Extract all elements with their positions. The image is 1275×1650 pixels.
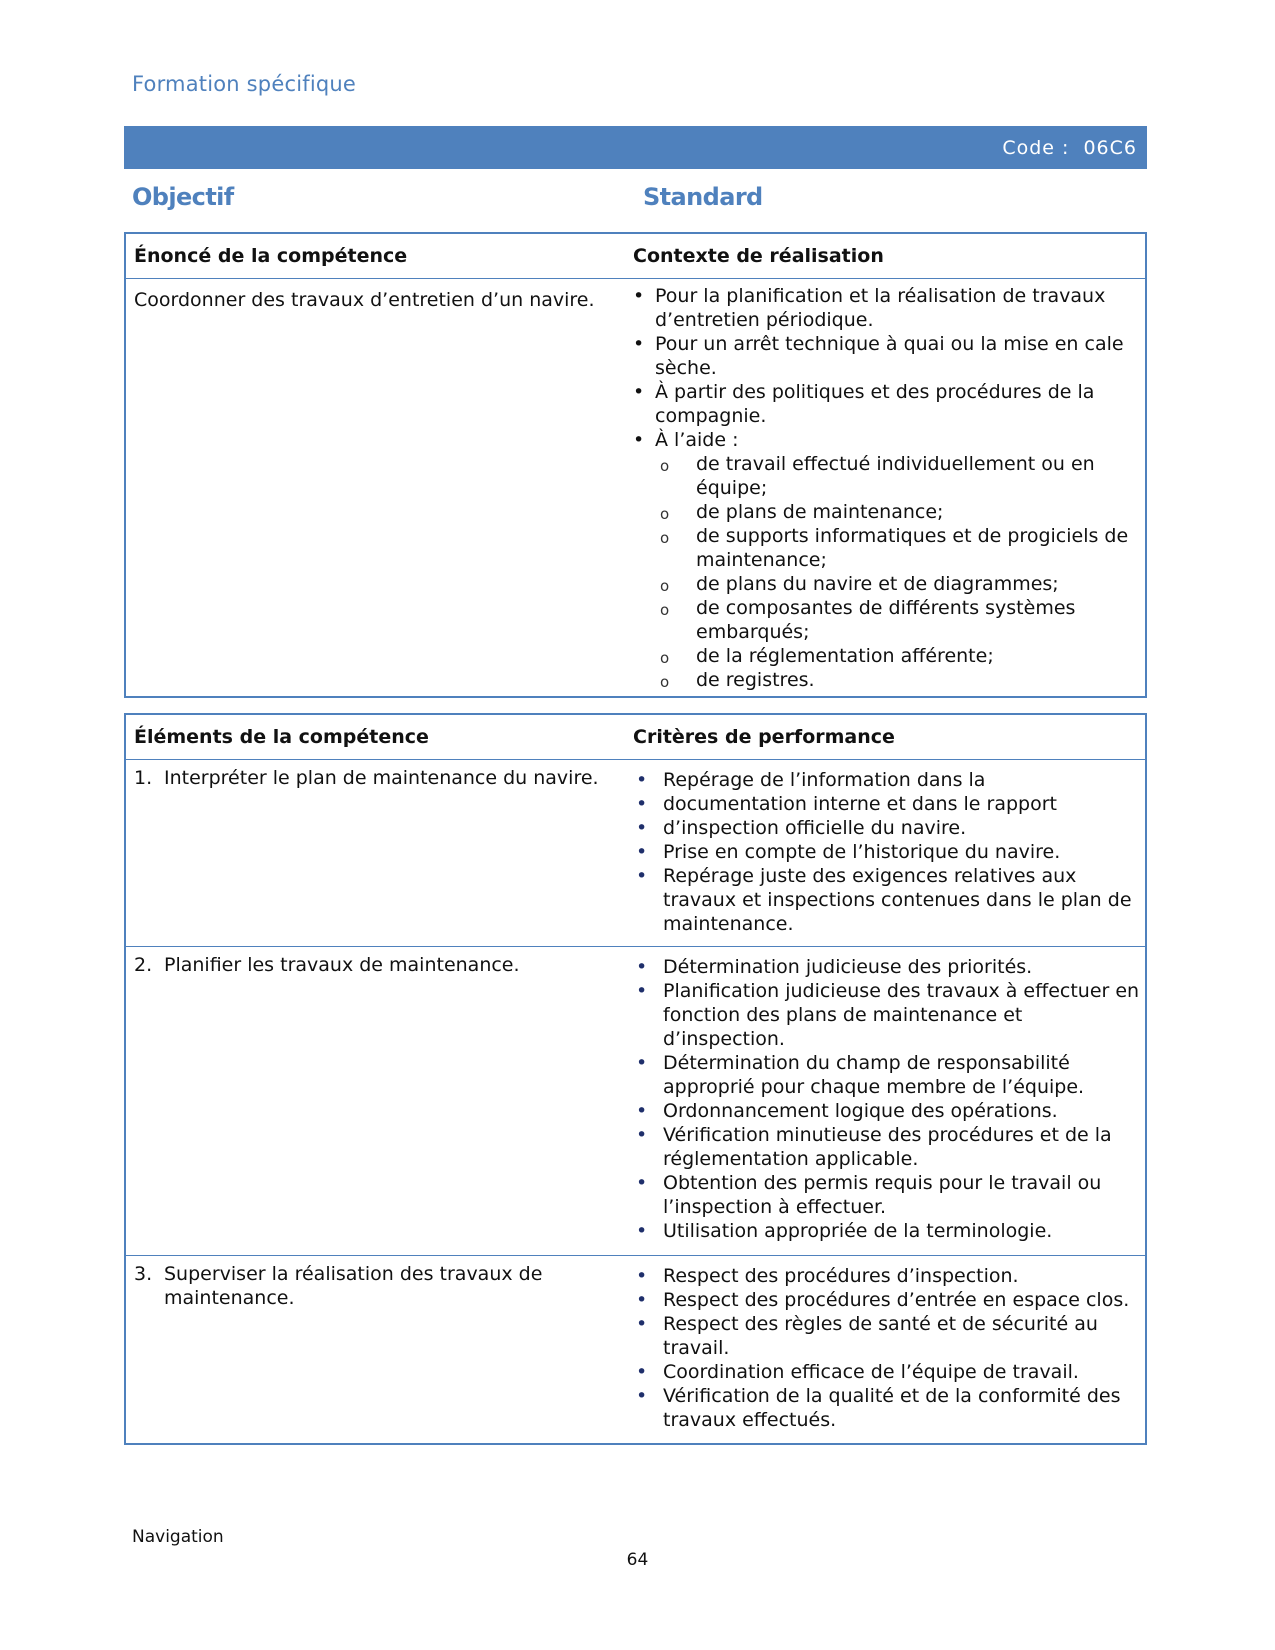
element-text: Superviser la réalisation des travaux de maintenance. [164,1263,543,1309]
bullet-icon: • [636,769,648,791]
hollow-bullet-icon: o [660,673,670,691]
column-header-statement: Énoncé de la compétence [134,245,408,267]
criteria-item: • Respect des procédures d’entrée en espace clos. [636,1289,1130,1311]
criteria-item: • Coordination efficace de l’équipe de travail. [636,1361,1079,1383]
criteria-item: • Respect des procédures d’inspection. [636,1265,1019,1287]
footer-program-name: Navigation [132,1527,224,1547]
context-item: • À partir des politiques et des procédures de la compagnie. [633,380,1145,428]
criteria-item: • Planification judicieuse des travaux à effectuer en fonction des plans de maintenance et d’inspection. [636,980,1140,1050]
aide-item: o de travail effectué individuellement ou en équipe; [660,453,1095,499]
element-text: Planifier les travaux de maintenance. [164,954,520,976]
element-cell [126,947,626,1255]
aide-item: o de composantes de différents systèmes embarqués; [660,597,1076,643]
element-item [134,766,626,790]
criteria-item: • documentation interne et dans le rapport [636,793,1057,815]
context-item [633,428,1145,692]
table-header-row [126,234,1145,278]
bullet-icon: • [636,817,648,839]
objectif-heading: Objectif [132,183,234,211]
bullet-icon: • [636,980,648,1002]
element-text: Interpréter le plan de maintenance du navire. [164,767,599,789]
table-row [126,278,1145,696]
element-number: 3. [134,1263,153,1285]
context-cell [626,279,1145,696]
context-item: • Pour la planification et la réalisation de travaux d’entretien périodique. [633,284,1145,332]
aide-item: o de supports informatiques et de progiciels de maintenance; [660,525,1129,571]
criteria-cell [626,947,1145,1255]
aide-item: o de la réglementation afférente; [655,644,1145,668]
aide-item: o de registres. [655,668,1145,692]
element-item [134,1262,626,1310]
element-item [134,953,626,977]
element-number: 2. [134,954,153,976]
bullet-icon: • [636,1124,648,1146]
aide-item: o de plans du navire et de diagrammes; [655,572,1145,596]
bullet-icon: • [636,865,648,887]
criteria-list [633,955,1145,1243]
bullet-icon: • [636,1172,648,1194]
competency-statement: Coordonner des travaux d’entretien d’un navire. [134,289,595,311]
hollow-bullet-icon: o [660,457,670,475]
criteria-item: • Repérage de l’information dans la [636,769,986,791]
column-header-elements: Éléments de la compétence [134,726,429,748]
criteria-item: • Obtention des permis requis pour le travail ou l’inspection à effectuer. [636,1172,1102,1218]
bullet-icon: • [636,1265,648,1287]
bullet-icon: • [636,1313,648,1335]
bullet-icon: • [636,1289,648,1311]
table-header-row [126,715,1145,759]
bullet-icon: • [636,956,648,978]
bullet-icon: • [636,1052,648,1074]
page-number: 64 [626,1550,649,1570]
element-number: 1. [134,767,153,789]
context-item: • Pour un arrêt technique à quai ou la mise en cale sèche. [633,332,1145,380]
bullet-icon: • [636,1220,648,1242]
criteria-item: • Détermination du champ de responsabilité approprié pour chaque membre de l’équipe. [636,1052,1085,1098]
context-item-label: À l’aide : [655,429,739,451]
element-cell [126,1256,626,1443]
criteria-item: • Utilisation appropriée de la terminologie. [636,1220,1053,1242]
hollow-bullet-icon: o [660,505,670,523]
criteria-list [633,768,1145,936]
competency-elements-table [124,713,1147,1445]
criteria-item: • d’inspection officielle du navire. [636,817,967,839]
criteria-item: • Repérage juste des exigences relatives aux travaux et inspections contenues dans le plan de maintenance. [636,865,1132,935]
aide-item: o de plans de maintenance; [655,500,1145,524]
criteria-item: • Détermination judicieuse des priorités. [636,956,1033,978]
code-bar [124,126,1147,169]
standard-heading: Standard [643,183,763,211]
bullet-icon: • [636,1361,648,1383]
criteria-cell [626,760,1145,946]
criteria-item: • Vérification minutieuse des procédures et de la réglementation applicable. [636,1124,1112,1170]
bullet-icon: • [636,793,648,815]
code-value: 06C6 [1083,136,1137,159]
criteria-item: • Prise en compte de l’historique du navire. [636,841,1061,863]
bullet-icon: • [636,1100,648,1122]
criteria-item: • Ordonnancement logique des opérations. [636,1100,1058,1122]
table-row [126,1255,1145,1443]
hollow-bullet-icon: o [660,649,670,667]
hollow-bullet-icon: o [660,529,670,547]
bullet-icon: • [636,1385,648,1407]
column-header-criteria: Critères de performance [633,726,895,748]
document-section-title: Formation spécifique [132,72,357,96]
criteria-item: • Respect des règles de santé et de sécurité au travail. [636,1313,1098,1359]
table-row [126,946,1145,1255]
criteria-list [633,1264,1145,1432]
criteria-item: • Vérification de la qualité et de la conformité des travaux effectués. [636,1385,1121,1431]
context-list [633,284,1145,692]
code-label: Code : [1002,136,1070,159]
table-row [126,759,1145,946]
hollow-bullet-icon: o [660,601,670,619]
column-header-context: Contexte de réalisation [633,245,884,267]
competency-statement-table [124,232,1147,698]
bullet-icon: • [636,841,648,863]
criteria-cell [626,1256,1145,1443]
element-cell [126,760,626,946]
hollow-bullet-icon: o [660,577,670,595]
aide-sublist [655,452,1145,692]
